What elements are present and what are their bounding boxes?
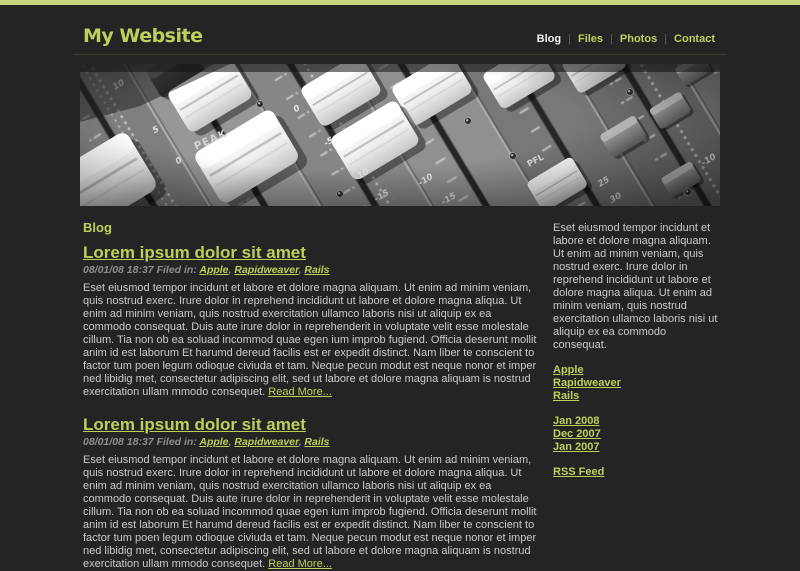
tag-link-rapidweaver[interactable]: Rapidweaver: [234, 436, 299, 448]
nav-separator: |: [610, 33, 613, 45]
blog-section-title: Blog: [83, 220, 112, 235]
banner-vignette: [80, 64, 720, 206]
post-meta: [83, 264, 540, 277]
sidebar-about-text: Eset eiusmod tempor incidunt et labore et dolore magna aliquam. Ut enim ad minim veniam, quis nostrud exerc. Irure dolor in reprehend incididunt ut labore et dolore magna aliqua. Ut enim ad minim veniam, quis nostrud exercitation ullamco laboris nisi ut aliquip ex ea commodo consequat.: [553, 222, 718, 351]
blog-column: [83, 220, 540, 571]
post-date: 08/01/08 18:37: [83, 264, 154, 276]
tag-link-rails[interactable]: Rails: [304, 436, 330, 448]
tag-link-apple[interactable]: Apple: [199, 264, 229, 276]
read-more-link[interactable]: Read More...: [268, 558, 332, 570]
post-title: [83, 243, 540, 262]
post-title: [83, 415, 540, 434]
sidebar-rss: [553, 466, 719, 479]
rss-feed-link[interactable]: RSS Feed: [553, 466, 605, 478]
main-nav: [537, 33, 715, 47]
category-link-rails[interactable]: Rails: [553, 390, 580, 402]
blog-post: [83, 415, 540, 571]
archive-link-jan-2007[interactable]: Jan 2007: [553, 441, 600, 453]
tag-separator: ,: [228, 436, 232, 448]
nav-item-contact[interactable]: Contact: [674, 33, 715, 45]
read-more-link[interactable]: Read More...: [268, 386, 332, 398]
post-meta: [83, 436, 540, 449]
filed-in-label: Filed in:: [156, 264, 197, 276]
post-body-text: Eset eiusmod tempor incidunt et labore et dolore magna aliquam. Ut enim ad minim veniam, quis nostrud exerc. Irure dolor in reprehend incididunt ut labore et dolore magna aliqua. Ut enim ad minim veniam, quis nostrud exercitation ullamco laboris nisi ut aliquip ex ea commodo consequat. Duis aute irure dolor in reprehenderit in voluptate velit esse molestale cillum. Tia non ob ea soluad incommod quae egen ium improb fugiend. Officia deserunt mollit anim id est laborum Et harumd dereud facilis est er expedit distinct. Nam liber te conscient to factor tum poen legum odioque civiuda et tam. Neque pecun modut est neque nonor et imper ned libidig met, consectetur adipiscing elit, sed ut labore et dolore magna aliquam is nostrud exercitation ullam mmodo consequet.: [83, 282, 537, 398]
post-title-link[interactable]: Lorem ipsum dolor sit amet: [83, 243, 306, 262]
archive-link-jan-2008[interactable]: Jan 2008: [553, 415, 600, 427]
nav-separator: |: [568, 33, 571, 45]
nav-item-blog[interactable]: Blog: [536, 33, 562, 45]
blog-post: [83, 243, 540, 399]
tag-separator: ,: [298, 436, 302, 448]
archive-link-dec-2007[interactable]: Dec 2007: [553, 428, 601, 440]
site-title: My Website: [83, 25, 203, 47]
nav-item-photos[interactable]: Photos: [619, 33, 658, 45]
category-link-apple[interactable]: Apple: [553, 364, 584, 376]
filed-in-label: Filed in:: [156, 436, 197, 448]
tag-link-rails[interactable]: Rails: [304, 264, 330, 276]
tag-link-apple[interactable]: Apple: [199, 436, 229, 448]
tag-link-rapidweaver[interactable]: Rapidweaver: [234, 264, 299, 276]
tag-separator: ,: [298, 264, 302, 276]
post-date: 08/01/08 18:37: [83, 436, 154, 448]
sidebar: [553, 220, 719, 571]
page-container: [73, 5, 727, 571]
site-header: [73, 5, 727, 55]
tag-separator: ,: [228, 264, 232, 276]
post-title-link[interactable]: Lorem ipsum dolor sit amet: [83, 415, 306, 434]
nav-separator: |: [664, 33, 668, 45]
nav-item-files[interactable]: Files: [577, 33, 604, 45]
category-link-rapidweaver[interactable]: Rapidweaver: [553, 377, 621, 389]
content-area: [73, 220, 727, 571]
post-body-text: Eset eiusmod tempor incidunt et labore et dolore magna aliquam. Ut enim ad minim veniam, quis nostrud exerc. Irure dolor in reprehend incididunt ut labore et dolore magna aliqua. Ut enim ad minim veniam, quis nostrud exercitation ullamco laboris nisi ut aliquip ex ea commodo consequat. Duis aute irure dolor in reprehenderit in voluptate velit esse molestale cillum. Tia non ob ea soluad incommod quae egen ium improb fugiend. Officia deserunt mollit anim id est laborum Et harumd dereud facilis est er expedit distinct. Nam liber te conscient to factor tum poen legum odioque civiuda et tam. Neque pecun modut est neque nonor et imper ned libidig met, consectetur adipiscing elit, sed ut labore et dolore magna aliquam is nostrud exercitation ullam mmodo consequet.: [83, 454, 537, 570]
post-body: [83, 454, 540, 571]
sidebar-categories: [553, 364, 719, 403]
banner-image-mixer-photo: [80, 64, 720, 206]
post-body: [83, 282, 540, 399]
sidebar-archives: [553, 415, 719, 454]
